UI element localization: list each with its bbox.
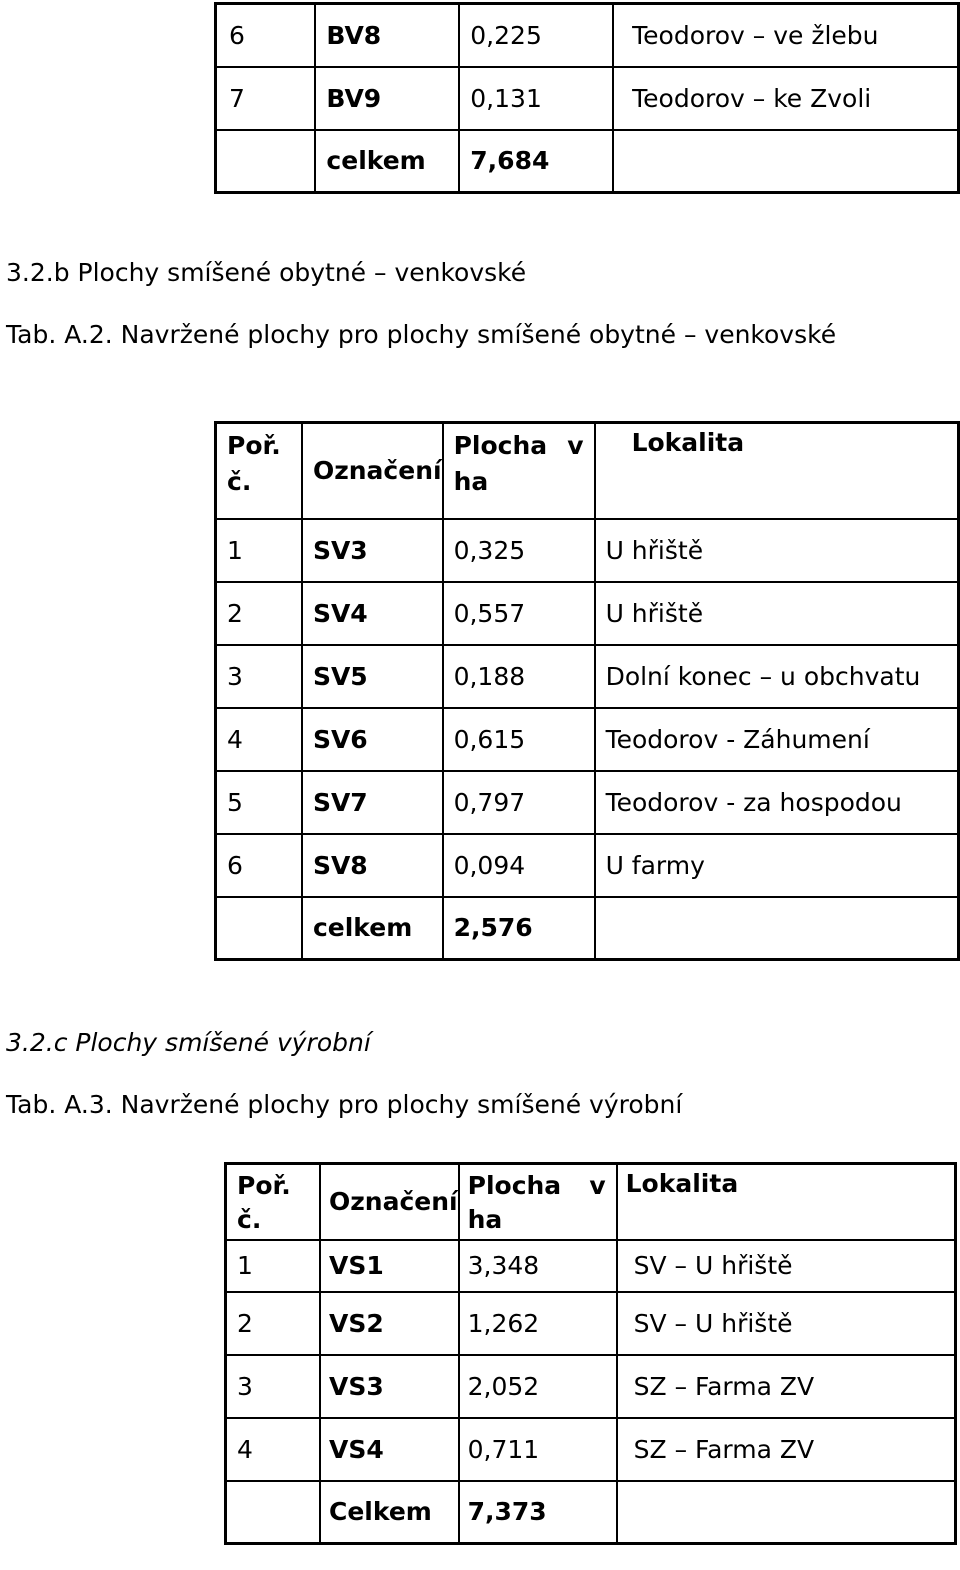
row-number: 6	[216, 4, 316, 67]
area-location: SZ – Farma ZV	[617, 1418, 956, 1481]
header-code: Označení	[302, 423, 443, 519]
area-location: Teodorov - Záhumení	[595, 708, 959, 771]
table-header-row	[226, 1164, 956, 1240]
table-total-row	[216, 897, 959, 960]
area-location: Teodorov – ve žlebu	[613, 4, 958, 67]
area-code: SV3	[302, 519, 443, 582]
area-location	[613, 130, 958, 193]
area-location	[595, 897, 959, 960]
table-row	[216, 771, 959, 834]
row-number: 4	[216, 708, 302, 771]
header-area-unit: ha	[453, 467, 489, 496]
area-location: U farmy	[595, 834, 959, 897]
row-number: 6	[216, 834, 302, 897]
header-row-number	[216, 423, 302, 519]
header-num-line2: č.	[237, 1205, 262, 1234]
total-label: Celkem	[320, 1481, 459, 1544]
area-code: SV4	[302, 582, 443, 645]
table-row	[226, 1418, 956, 1481]
header-area-line1	[454, 428, 594, 464]
table-row	[216, 4, 959, 67]
total-value: 7,684	[459, 130, 613, 193]
row-number: 1	[226, 1240, 321, 1292]
table-row	[216, 645, 959, 708]
row-number: 2	[216, 582, 302, 645]
table-total-row	[226, 1481, 956, 1544]
total-label: celkem	[302, 897, 443, 960]
area-size: 0,225	[459, 4, 613, 67]
header-row-number	[226, 1164, 321, 1240]
section-heading-3-2-c: 3.2.c Plochy smíšené výrobní	[6, 1028, 371, 1057]
area-location: Teodorov - za hospodou	[595, 771, 959, 834]
table-row	[216, 67, 959, 130]
area-code: SV7	[302, 771, 443, 834]
area-size: 2,052	[459, 1355, 617, 1418]
area-size: 0,325	[443, 519, 595, 582]
area-location: Teodorov – ke Zvoli	[613, 67, 958, 130]
table-row	[226, 1355, 956, 1418]
row-number: 5	[216, 771, 302, 834]
area-size: 0,094	[443, 834, 595, 897]
area-size: 0,557	[443, 582, 595, 645]
table-row	[216, 519, 959, 582]
header-area-preposition: v	[567, 431, 584, 460]
row-number: 3	[216, 645, 302, 708]
area-size: 0,188	[443, 645, 595, 708]
table-row	[216, 834, 959, 897]
area-code: VS2	[320, 1292, 459, 1355]
total-value: 2,576	[443, 897, 595, 960]
table-row	[226, 1240, 956, 1292]
table-a1-continued	[214, 2, 960, 194]
area-code: BV8	[315, 4, 459, 67]
header-area	[443, 423, 595, 519]
area-code: BV9	[315, 67, 459, 130]
header-location: Lokalita	[595, 423, 959, 519]
area-code: SV8	[302, 834, 443, 897]
table-a3	[224, 1162, 957, 1545]
row-number: 1	[216, 519, 302, 582]
row-number	[226, 1481, 321, 1544]
area-code: VS1	[320, 1240, 459, 1292]
header-area	[459, 1164, 617, 1240]
table-total-row	[216, 130, 959, 193]
table-caption-a2: Tab. A.2. Navržené plochy pro plochy smíšené obytné – venkovské	[6, 320, 837, 349]
table-row	[216, 582, 959, 645]
total-label: celkem	[315, 130, 459, 193]
header-location: Lokalita	[617, 1164, 956, 1240]
area-code: SV5	[302, 645, 443, 708]
total-value: 7,373	[459, 1481, 617, 1544]
header-num-line1: Poř.	[227, 431, 281, 460]
table-row	[226, 1292, 956, 1355]
row-number	[216, 897, 302, 960]
area-size: 0,615	[443, 708, 595, 771]
area-size: 0,131	[459, 67, 613, 130]
area-location: U hřiště	[595, 519, 959, 582]
area-location: SV – U hřiště	[617, 1292, 956, 1355]
row-number: 4	[226, 1418, 321, 1481]
area-size: 1,262	[459, 1292, 617, 1355]
header-area-line1	[468, 1169, 616, 1203]
table-header-row	[216, 423, 959, 519]
area-location: Dolní konec – u obchvatu	[595, 645, 959, 708]
table-a2	[214, 421, 960, 961]
row-number	[216, 130, 316, 193]
row-number: 2	[226, 1292, 321, 1355]
area-size: 3,348	[459, 1240, 617, 1292]
header-area-unit: ha	[467, 1205, 503, 1234]
area-location: U hřiště	[595, 582, 959, 645]
area-code: SV6	[302, 708, 443, 771]
area-location: SZ – Farma ZV	[617, 1355, 956, 1418]
header-area-preposition: v	[589, 1171, 606, 1200]
area-location	[617, 1481, 956, 1544]
row-number: 7	[216, 67, 316, 130]
area-code: VS4	[320, 1418, 459, 1481]
table-caption-a3: Tab. A.3. Navržené plochy pro plochy smíšené výrobní	[6, 1090, 683, 1119]
header-num-line2: č.	[227, 467, 252, 496]
header-code: Označení	[320, 1164, 459, 1240]
section-heading-3-2-b: 3.2.b Plochy smíšené obytné – venkovské	[6, 258, 527, 287]
header-num-line1: Poř.	[237, 1171, 291, 1200]
area-size: 0,711	[459, 1418, 617, 1481]
area-code: VS3	[320, 1355, 459, 1418]
area-location: SV – U hřiště	[617, 1240, 956, 1292]
header-area-word: Plocha	[467, 1171, 562, 1200]
table-row	[216, 708, 959, 771]
header-area-word: Plocha	[453, 431, 548, 460]
area-size: 0,797	[443, 771, 595, 834]
row-number: 3	[226, 1355, 321, 1418]
